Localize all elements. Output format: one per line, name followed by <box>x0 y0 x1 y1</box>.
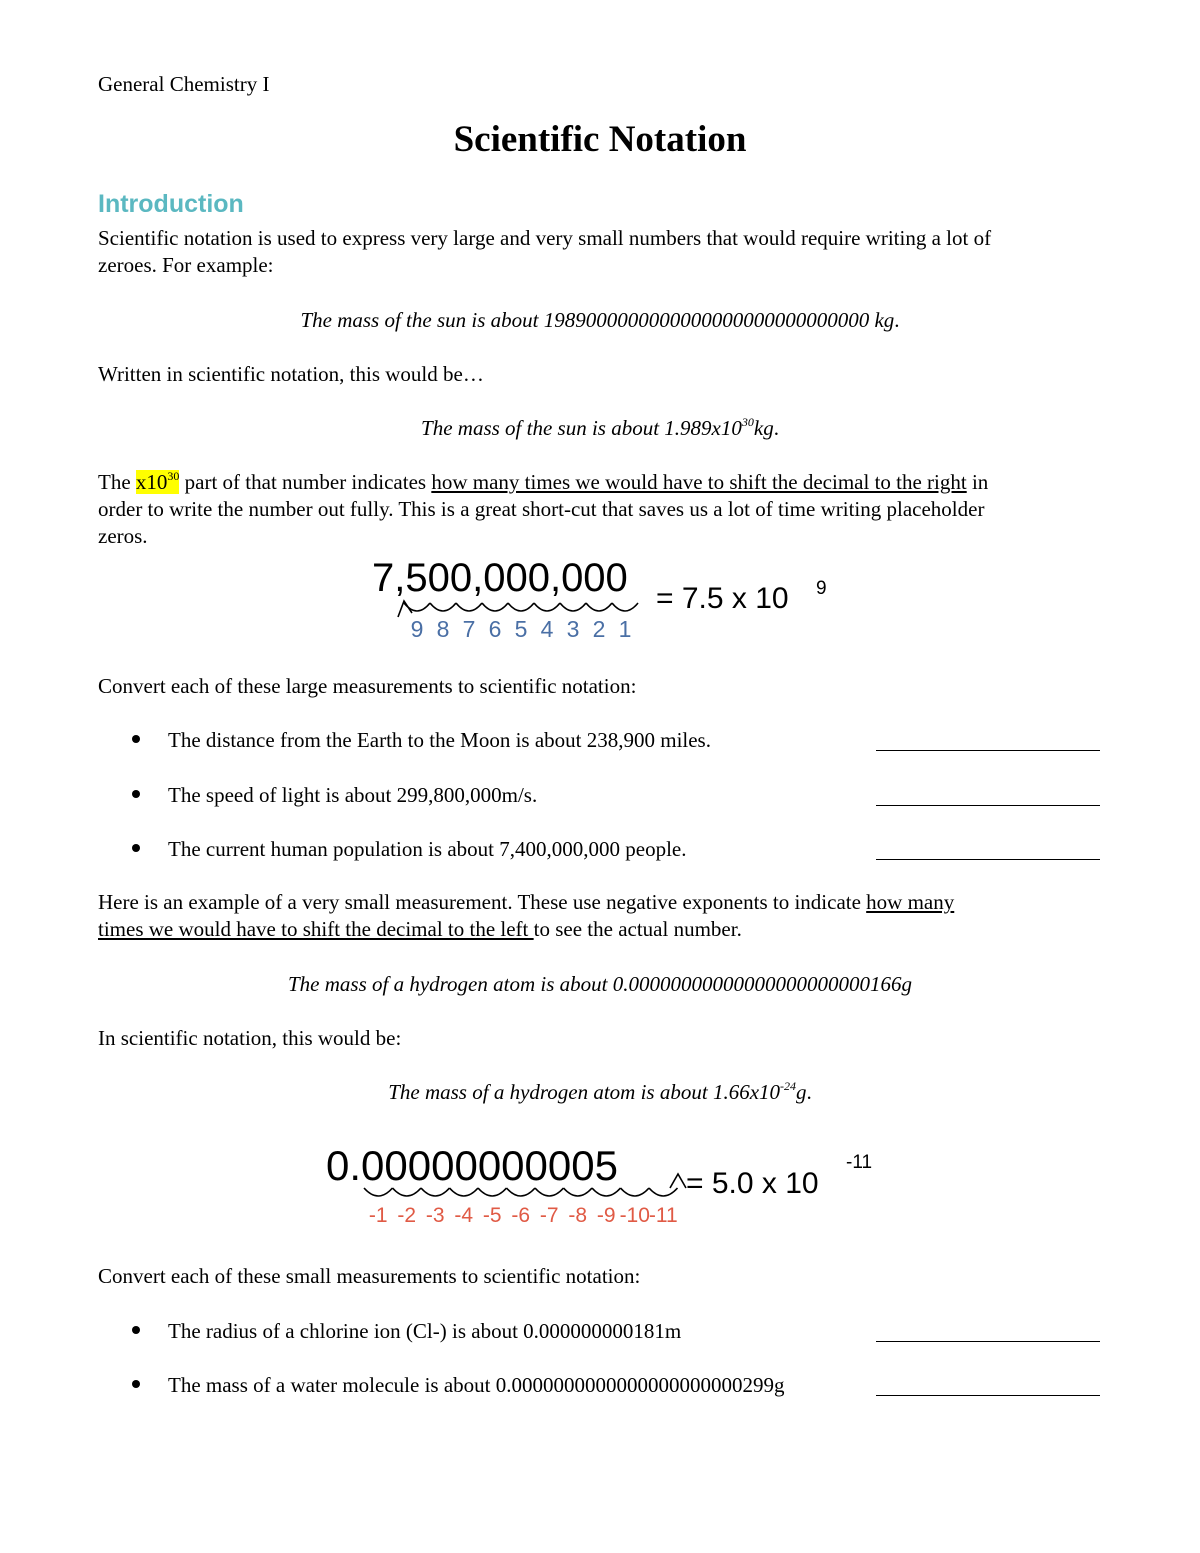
shift-arc <box>478 1188 507 1196</box>
shift-count-label: 9 <box>410 616 424 642</box>
shift-count-label: -7 <box>539 1204 559 1227</box>
written-in-sci-sentence: Written in scientific notation, this would be… <box>98 362 484 386</box>
shift-arc <box>612 603 638 611</box>
shift-count-label: -8 <box>568 1204 588 1227</box>
intro-paragraph-line-1: Scientific notation is used to express very large and very small numbers that would require writing a lot of <box>98 226 992 250</box>
section-heading-introduction: Introduction <box>98 190 244 218</box>
shift-count-label: 4 <box>540 616 554 642</box>
large-item-3: The current human population is about 7,400,000,000 people. <box>98 837 1102 863</box>
decimal-caret <box>398 601 412 617</box>
explain-line-3: zeros. <box>98 524 148 548</box>
shift-arc <box>564 1188 593 1196</box>
large-equals: = 7.5 x 10 <box>656 582 789 615</box>
shift-arc <box>592 1188 621 1196</box>
bullet-icon <box>132 1326 140 1334</box>
large-item-1: The distance from the Earth to the Moon is about 238,900 miles. <box>98 728 1102 754</box>
sun-mass-full-sentence: The mass of the sun is about 1989000000000000000000000000000 kg. <box>300 308 900 332</box>
shift-count-label: 2 <box>592 616 606 642</box>
answer-blank[interactable] <box>876 750 1100 751</box>
small-number-diagram <box>320 1138 890 1230</box>
shift-arc <box>621 1188 650 1196</box>
explain-line-2: order to write the number out fully. This is a great short-cut that saves us a lot of time writing placeholder <box>98 497 985 521</box>
convert-large-prompt: Convert each of these large measurements to scientific notation: <box>98 674 637 698</box>
shift-count-label: 6 <box>488 616 502 642</box>
large-number-diagram <box>360 553 840 645</box>
shift-arc <box>649 1188 678 1196</box>
page-title: Scientific Notation <box>453 119 747 160</box>
shift-arc <box>535 1188 564 1196</box>
shift-arc <box>534 603 560 611</box>
shift-count-label: 8 <box>436 616 450 642</box>
small-equals: = 5.0 x 10 <box>686 1167 819 1200</box>
explain-line-1: The $x10^{30}$ part of that number indicates how many times we would have to shift the decimal to the right in <box>98 469 989 494</box>
shift-count-label: -6 <box>511 1204 531 1227</box>
shift-arc <box>560 603 586 611</box>
shift-count-label: -11 <box>648 1204 678 1227</box>
bullet-icon <box>132 790 140 798</box>
shift-count-label: 1 <box>618 616 632 642</box>
shift-arc <box>450 1188 479 1196</box>
shift-arc <box>586 603 612 611</box>
small-shift-counts <box>369 1204 678 1227</box>
small-intro-line-2: times we would have to shift the decimal to the left to see the actual number. <box>98 917 742 941</box>
shift-count-label: -5 <box>482 1204 502 1227</box>
small-item-1: The radius of a chlorine ion (Cl-) is about 0.000000000181m <box>98 1319 1102 1345</box>
intro-paragraph-line-2: zeroes. For example: <box>98 253 274 277</box>
large-shift-counts <box>411 616 632 642</box>
large-shift-arcs <box>398 601 638 617</box>
shift-arc <box>364 1188 393 1196</box>
shift-count-label: -4 <box>454 1204 474 1227</box>
shift-count-label: -10 <box>619 1204 650 1227</box>
answer-blank[interactable] <box>876 1395 1100 1396</box>
small-number: 0.00000000005 <box>326 1142 618 1189</box>
small-intro-line-1: Here is an example of a very small measurement. These use negative exponents to indicate how many <box>98 890 955 914</box>
small-item-2: The mass of a water molecule is about 0.0000000000000000000000299g <box>98 1373 1102 1399</box>
underlined-shift-right: how many times we would have to shift the decimal to the right <box>431 470 967 494</box>
shift-arc <box>507 1188 536 1196</box>
shift-count-label: -2 <box>397 1204 417 1227</box>
shift-count-label: -3 <box>425 1204 445 1227</box>
shift-count-label: 5 <box>514 616 528 642</box>
shift-count-label: -9 <box>596 1204 616 1227</box>
decimal-caret <box>670 1174 686 1188</box>
large-number: 7,500,000,000 <box>372 556 628 600</box>
bullet-icon <box>132 1380 140 1388</box>
bullet-icon <box>132 844 140 852</box>
answer-blank[interactable] <box>876 859 1100 860</box>
convert-small-prompt: Convert each of these small measurements to scientific notation: <box>98 1264 641 1288</box>
answer-blank[interactable] <box>876 1341 1100 1342</box>
highlighted-exponent: $x10^{30}$ <box>135 469 180 494</box>
shift-arc <box>482 603 508 611</box>
large-item-2: The speed of light is about 299,800,000m/s. <box>98 783 1102 809</box>
shift-arc <box>430 603 456 611</box>
hydrogen-sci-sentence: The mass of a hydrogen atom is about $1.66x10^{-24}g$. <box>388 1079 812 1104</box>
answer-blank[interactable] <box>876 805 1100 806</box>
shift-count-label: -1 <box>368 1204 388 1227</box>
course-header: General Chemistry I <box>98 72 270 96</box>
shift-arc <box>508 603 534 611</box>
shift-count-label: 7 <box>462 616 476 642</box>
large-exponent: 9 <box>816 578 827 599</box>
shift-arc <box>456 603 482 611</box>
bullet-icon <box>132 735 140 743</box>
shift-count-label: 3 <box>566 616 580 642</box>
sun-mass-sci-sentence: The mass of the sun is about $1.989x10^{30}kg$. <box>421 415 779 440</box>
in-sci-sentence: In scientific notation, this would be: <box>98 1026 402 1050</box>
small-exponent: -11 <box>846 1152 873 1173</box>
shift-arc <box>393 1188 422 1196</box>
hydrogen-full-sentence: The mass of a hydrogen atom is about 0.00000000000000000000000166g <box>288 972 912 996</box>
shift-arc <box>421 1188 450 1196</box>
